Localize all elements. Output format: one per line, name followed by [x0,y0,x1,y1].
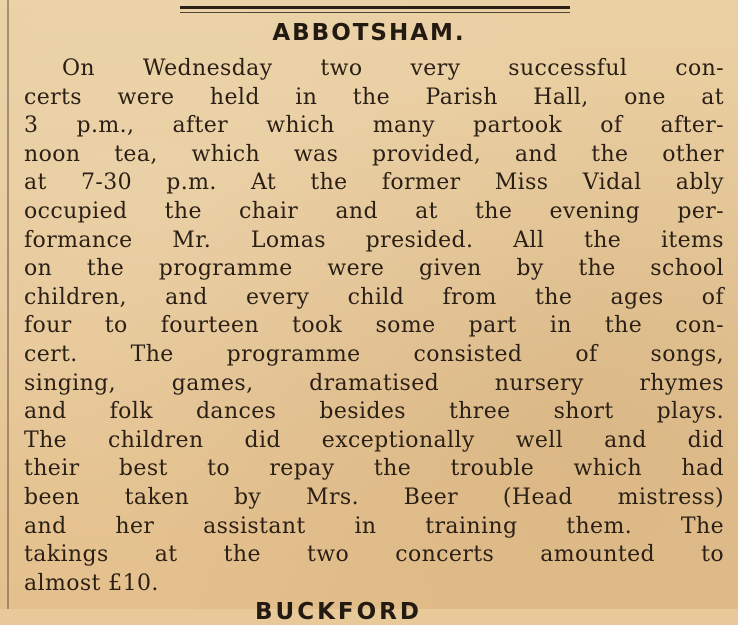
section-divider-thin [180,12,570,13]
article-line: singing, games, dramatised nursery rhymes [24,370,724,396]
next-article-headline: BUCKFORD [255,599,422,625]
article-line: their best to repay the trouble which had [24,456,724,482]
article-body [24,55,724,598]
article-headline: ABBOTSHAM. [272,20,466,46]
article-line: On Wednesday two very successful con- [62,56,724,81]
next-article-headline-cropped [255,599,465,625]
article-line: cert. The programme consisted of songs, [24,341,724,367]
article-line: and her assistant in training them. The [24,513,724,539]
article-line: almost £10. [24,570,159,596]
article-line: children, and every child from the ages of [24,284,724,310]
article-line: The children did exceptionally well and did [24,427,724,453]
article-line: on the programme were given by the school [24,256,724,282]
section-divider [180,6,570,9]
column-rule [7,0,9,609]
article-line: been taken by Mrs. Beer (Head mistress) [24,484,724,510]
article-line: and folk dances besides three short plays. [24,399,724,425]
article-line: takings at the two concerts amounted to [24,542,724,568]
article-line: noon tea, which was provided, and the other [24,141,724,167]
article-line: certs were held in the Parish Hall, one at [24,84,724,110]
article-line: 3 p.m., after which many partook of after- [24,113,724,139]
article-line: four to fourteen took some part in the con- [24,313,724,339]
article-line: formance Mr. Lomas presided. All the items [24,227,724,253]
article-line: occupied the chair and at the evening per- [24,198,724,224]
article-line: at 7-30 p.m. At the former Miss Vidal ably [24,170,724,196]
